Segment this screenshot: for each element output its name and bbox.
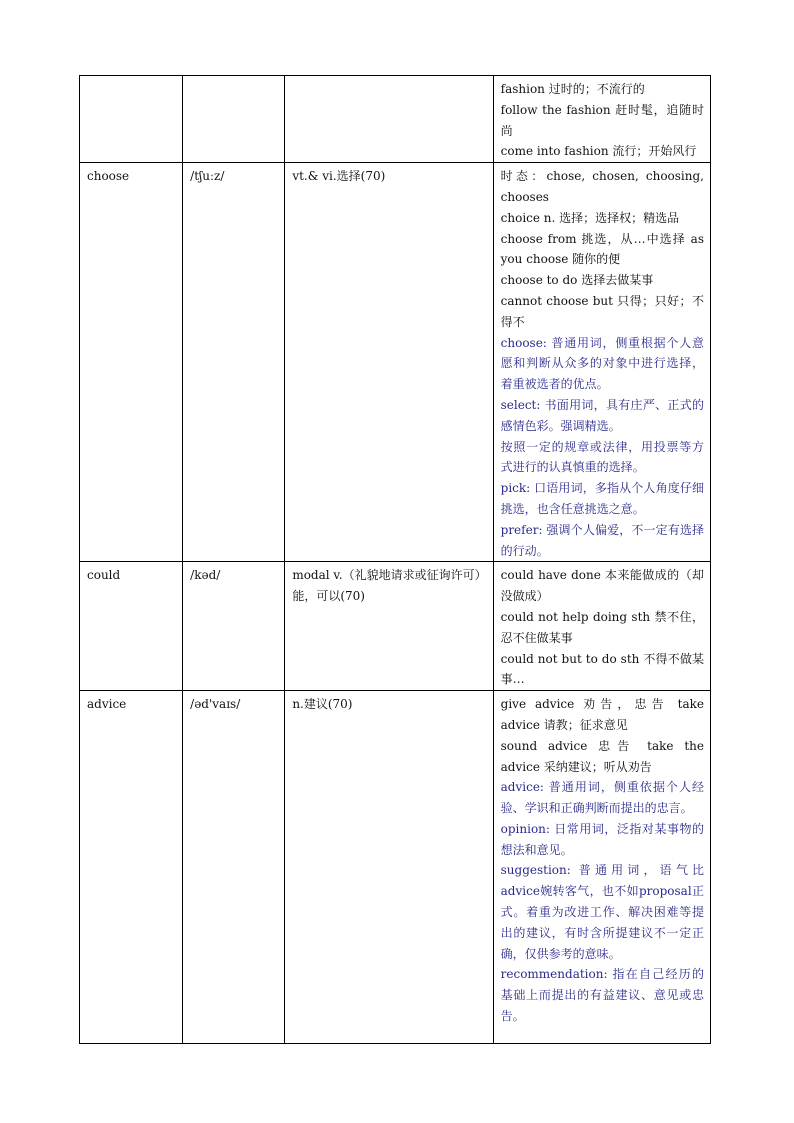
note-line: opinion: 日常用词，泛指对某事物的想法和意见。 [500, 821, 704, 857]
note-line: 按照一定的规章或法律，用投票等方式进行的认真慎重的选择。 [500, 439, 704, 475]
note-line: choose to do 选择去做某事 [500, 273, 654, 288]
note-line: suggestion: 普通用词，语气比advice婉转客气，也不如proposal正式。着重为改进工作、解决困难等提出的建议，有时含所提建议不一定正确，仅供参考的意味。 [500, 863, 704, 961]
note-line: could not help doing sth 禁不住，忍不住做某事 [500, 609, 704, 645]
word-cell [80, 76, 183, 163]
note-line: come into fashion 流行；开始风行 [500, 144, 697, 159]
meaning-cell: vt.& vi.选择(70) [285, 163, 493, 562]
word-cell: choose [80, 163, 183, 562]
note-line: 时态：chose, chosen, choosing, chooses [500, 169, 704, 204]
note-line: pick: 口语用词，多指从个人角度仔细挑选，也含任意挑选之意。 [500, 481, 704, 516]
vocabulary-table-body [80, 76, 711, 1044]
table-row [80, 76, 711, 163]
notes-cell [493, 76, 710, 163]
note-line: prefer: 强调个人偏爱，不一定有选择的行动。 [500, 522, 704, 558]
phonetic-cell: /kəd/ [183, 562, 285, 691]
phonetic-cell: /tʃuːz/ [183, 163, 285, 562]
note-line: choose: 普通用词，侧重根据个人意愿和判断从众多的对象中进行选择，着重被选者的优点。 [500, 335, 704, 392]
vocabulary-table [79, 75, 711, 1044]
note-line: follow the fashion 赶时髦，追随时尚 [500, 102, 704, 138]
notes-cell [493, 691, 710, 1044]
notes-cell [493, 163, 710, 562]
phonetic-cell [183, 76, 285, 163]
note-line: could have done 本来能做成的（却没做成） [500, 568, 704, 604]
note-line: sound advice 忠告 take the advice 采纳建议；听从劝告 [500, 738, 704, 774]
table-row [80, 163, 711, 562]
table-row [80, 691, 711, 1044]
note-line: fashion 过时的；不流行的 [500, 82, 645, 96]
meaning-cell [285, 76, 493, 163]
note-line: could not but to do sth 不得不做某事… [500, 651, 704, 687]
note-line: select: 书面用词，具有庄严、正式的感情色彩。强调精选。 [500, 397, 704, 433]
word-cell: could [80, 562, 183, 691]
note-line: choose from 挑选，从…中选择 as you choose 随你的便 [500, 231, 704, 267]
notes-cell [493, 562, 710, 691]
note-line: give advice 劝告，忠告 take advice 请教；征求意见 [500, 697, 704, 732]
note-line: recommendation: 指在自己经历的基础上而提出的有益建议、意见或忠告。 [500, 967, 704, 1024]
meaning-cell: modal v.（礼貌地请求或征询许可）能，可以(70) [285, 562, 493, 691]
note-line: choice n. 选择；选择权；精选品 [500, 210, 680, 225]
phonetic-cell: /əd'vaɪs/ [183, 691, 285, 1044]
note-line: advice: 普通用词，侧重依据个人经验、学识和正确判断而提出的忠言。 [500, 780, 704, 816]
word-cell: advice [80, 691, 183, 1044]
meaning-cell: n.建议(70) [285, 691, 493, 1044]
note-line: cannot choose but 只得；只好；不得不 [500, 293, 704, 329]
table-row [80, 562, 711, 691]
